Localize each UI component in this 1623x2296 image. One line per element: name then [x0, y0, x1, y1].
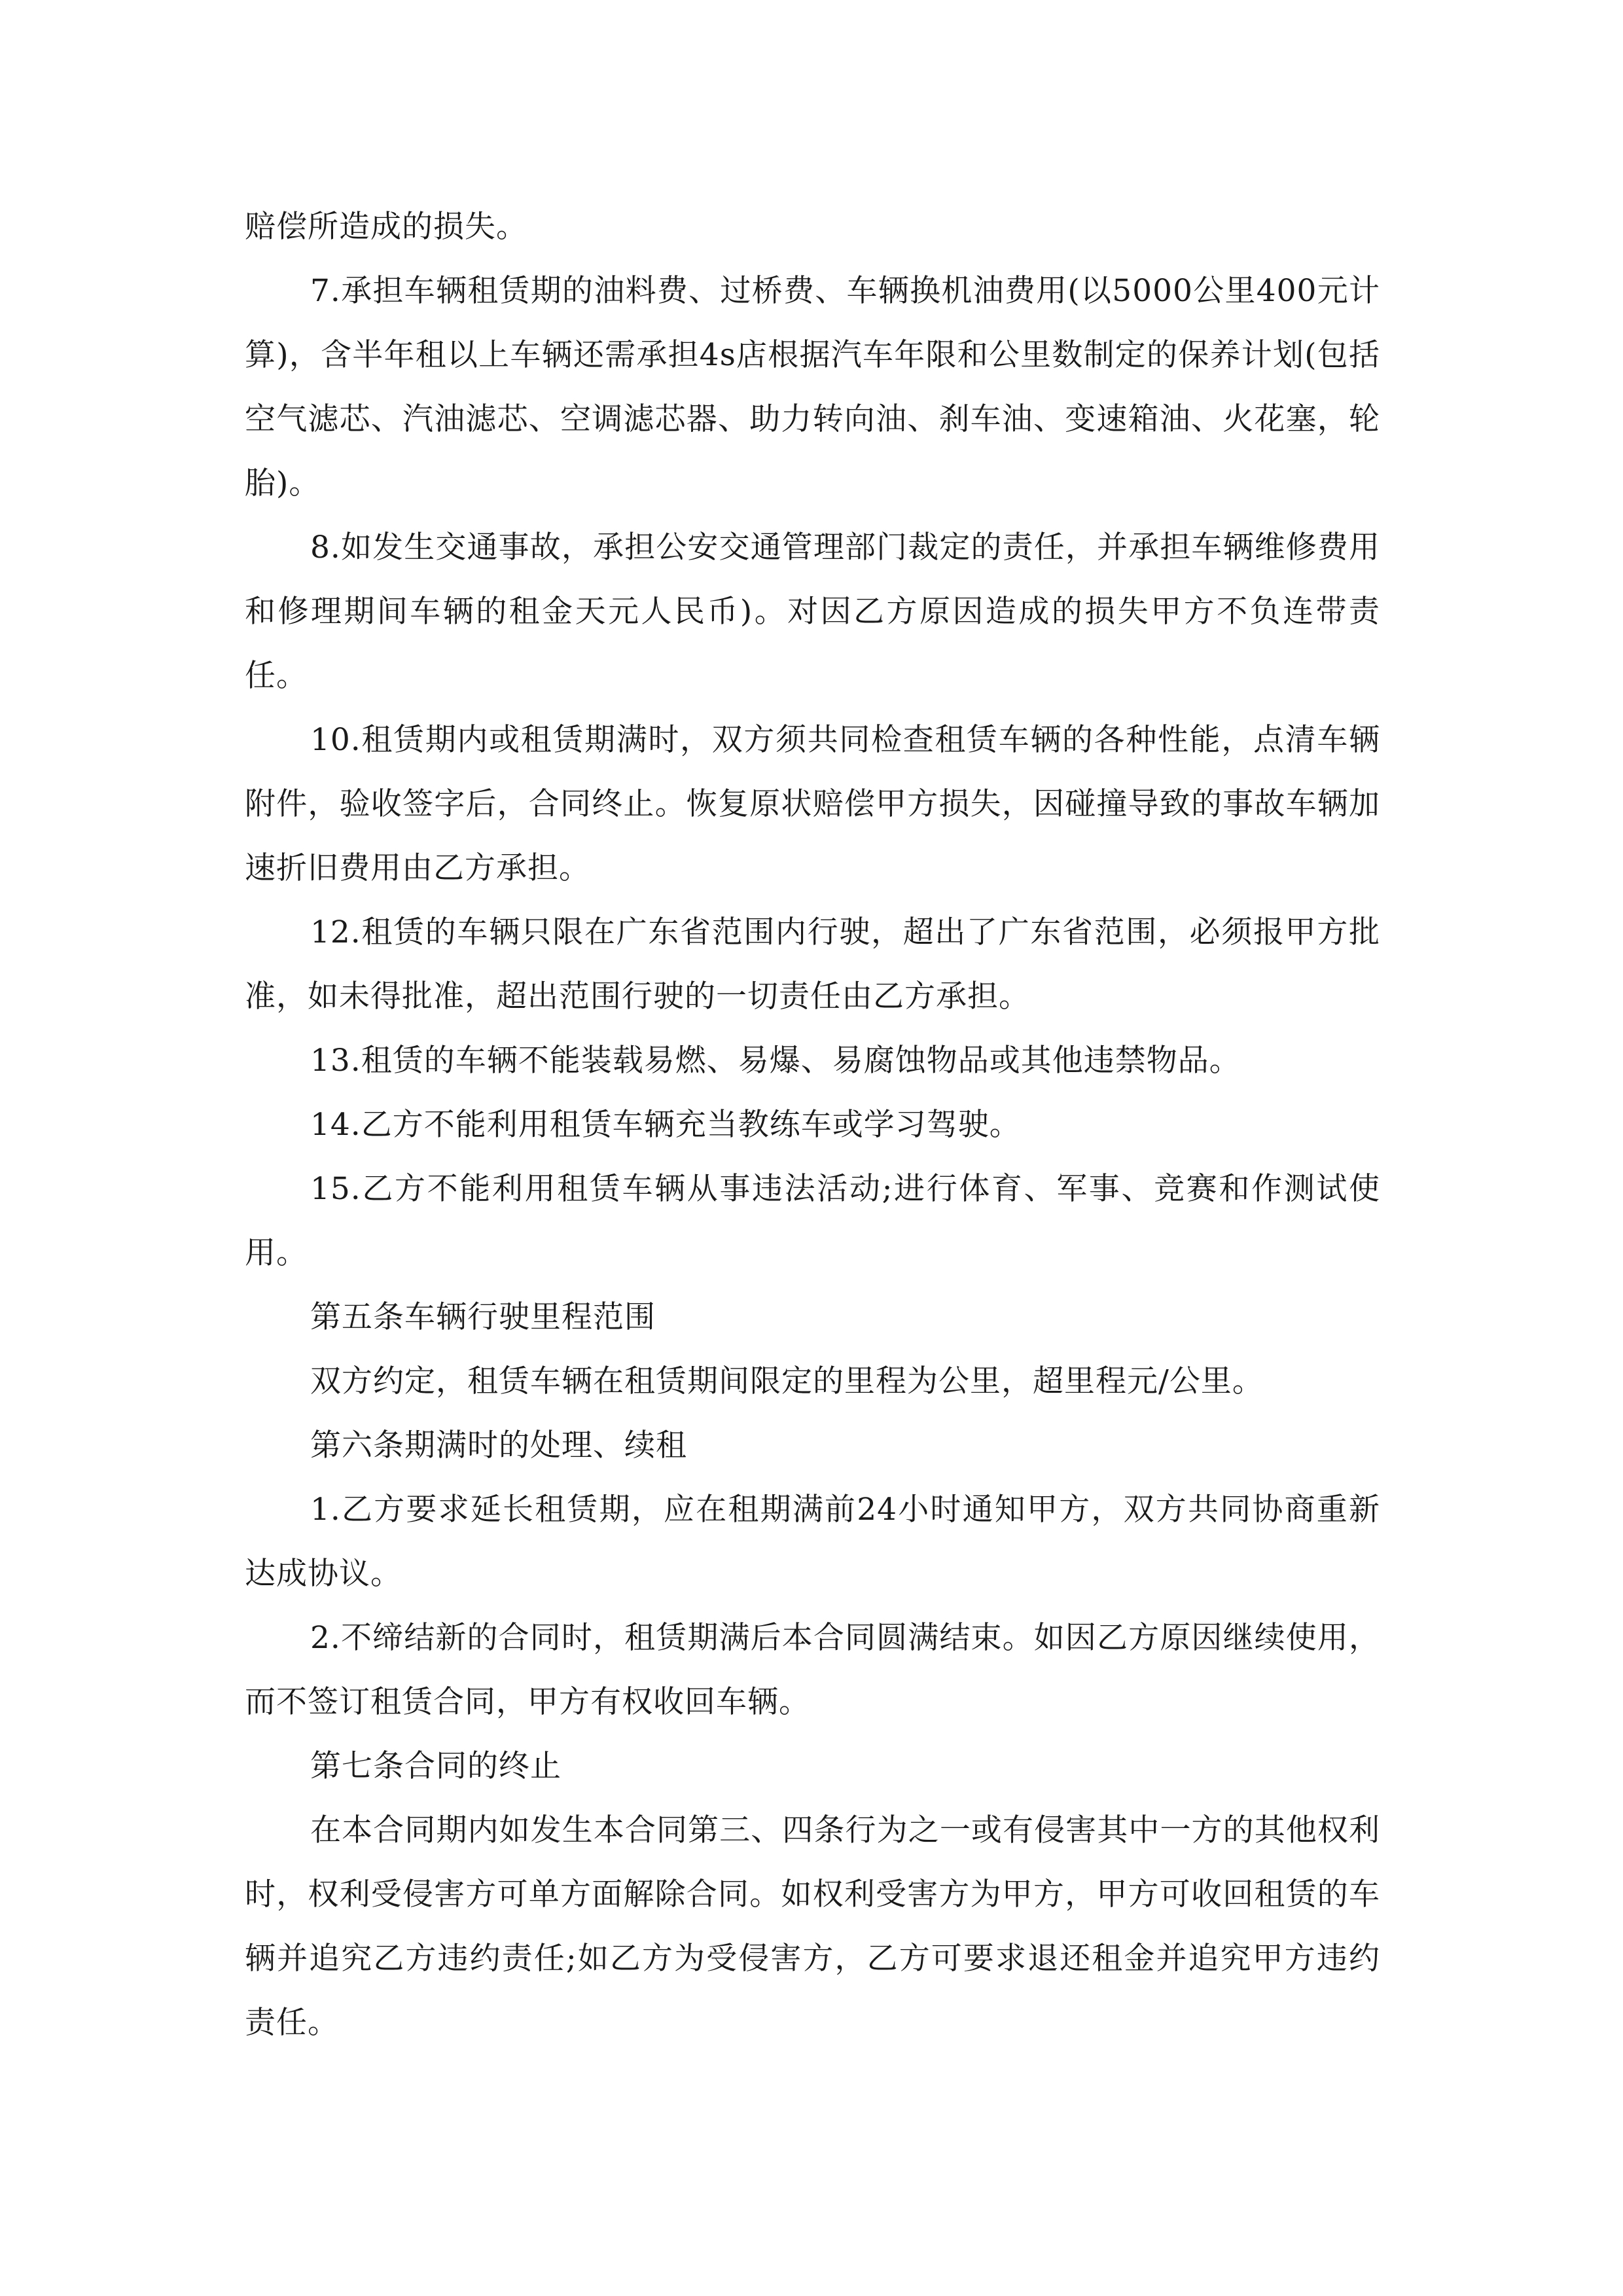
paragraph-12: 1.乙方要求延长租赁期，应在租期满前24小时通知甲方，双方共同协商重新达成协议。: [245, 1492, 1380, 1592]
paragraph-2: 7.承担车辆租赁期的油料费、过桥费、车辆换机油费用(以5000公里400元计算)，含半年租以上车辆还需承担4s店根据汽车年限和公里数制定的保养计划(包括空气滤芯、汽油滤芯、空调滤芯器、助力转向油、刹车油、变速箱油、火花塞，轮胎)。: [245, 273, 1380, 501]
paragraph-5: 12.租赁的车辆只限在广东省范围内行驶，超出了广东省范围，必须报甲方批准，如未得批准，超出范围行驶的一切责任由乙方承担。: [245, 914, 1380, 1014]
paragraph-3: 8.如发生交通事故，承担公安交通管理部门裁定的责任，并承担车辆维修费用和修理期间车辆的租金天元人民币)。对因乙方原因造成的损失甲方不负连带责任。: [245, 529, 1380, 694]
section-heading-7: 第七条合同的终止: [310, 1748, 562, 1784]
paragraph-4: 10.租赁期内或租赁期满时，双方须共同检查租赁车辆的各种性能，点清车辆附件，验收签字后，合同终止。恢复原状赔偿甲方损失，因碰撞导致的事故车辆加速折旧费用由乙方承担。: [245, 722, 1380, 886]
section-heading-5: 第五条车辆行驶里程范围: [310, 1299, 656, 1335]
paragraph-7: 14.乙方不能利用租赁车辆充当教练车或学习驾驶。: [310, 1107, 1021, 1143]
document-body: [245, 195, 1380, 2055]
paragraph-15: 在本合同期内如发生本合同第三、四条行为之一或有侵害其中一方的其他权利时，权利受侵害方可单方面解除合同。如权利受害方为甲方，甲方可收回租赁的车辆并追究乙方违约责任;如乙方为受侵害方，乙方可要求退还租金并追究甲方违约责任。: [245, 1812, 1380, 2041]
paragraph-6: 13.租赁的车辆不能装载易燃、易爆、易腐蚀物品或其他违禁物品。: [310, 1043, 1241, 1079]
paragraph-10: 双方约定，租赁车辆在租赁期间限定的里程为公里，超里程元/公里。: [310, 1363, 1264, 1399]
paragraph-8: 15.乙方不能利用租赁车辆从事违法活动;进行体育、军事、竞赛和作测试使用。: [245, 1171, 1380, 1271]
section-heading-6: 第六条期满时的处理、续租: [310, 1427, 687, 1463]
paragraph-13: 2.不缔结新的合同时，租赁期满后本合同圆满结束。如因乙方原因继续使用，而不签订租赁合同，甲方有权收回车辆。: [245, 1620, 1380, 1720]
paragraph-1: 赔偿所造成的损失。: [245, 209, 527, 245]
